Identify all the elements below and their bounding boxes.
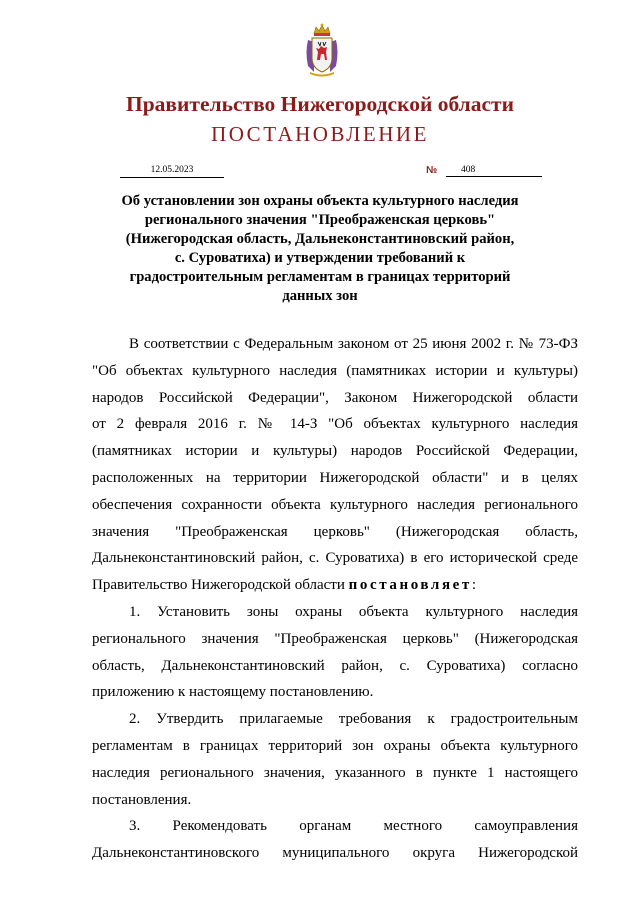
body-line: 2. Утвердить прилагаемые требования к градостроительным [129, 711, 578, 728]
body-line: регламентам в границах территорий зон охраны объекта культурного [92, 737, 578, 754]
title-line: с. Суроватиха) и утверждении требований к [174, 250, 466, 266]
body-line: народов Российской Федерации", Законом Нижегородской области [92, 389, 578, 406]
decree-prefix: Правительство Нижегородской области [92, 577, 349, 594]
body-line: Дальнеконстантиновского муниципального округа Нижегородской [92, 845, 578, 862]
document-type: ПОСТАНОВЛЕНИЕ [211, 122, 429, 146]
body-line: регионального значения "Преображенская церковь" (Нижегородская [92, 630, 578, 647]
coat-of-arms-emblem [302, 22, 342, 78]
document-date: 12.05.2023 [120, 163, 224, 178]
body-line: постановления. [92, 791, 192, 808]
body-line: 1. Установить зоны охраны объекта культурного наследия [129, 603, 578, 620]
body-line: В соответствии с Федеральным законом от 25 июня 2002 г. № 73-ФЗ [129, 336, 578, 352]
title-line: данных зон [282, 288, 358, 304]
body-line: (памятниках истории и культуры) народов Российской Федерации, [92, 443, 578, 460]
body-line-decree [92, 572, 578, 599]
title-line: (Нижегородская область, Дальнеконстантиновский район, [125, 231, 515, 247]
title-line: Об установлении зон охраны объекта культурного наследия [121, 193, 519, 209]
body-line: расположенных на территории Нижегородской области" и в целях [92, 469, 578, 486]
body-line: от 2 февраля 2016 г. № 14-З "Об объектах культурного наследия [92, 416, 578, 433]
organization-name: Правительство Нижегородской области [126, 92, 514, 116]
body-line: Дальнеконстантиновский район, с. Суроватиха) в его исторической среде [92, 550, 578, 567]
document-number: 408 [461, 165, 476, 175]
body-line: "Об объектах культурного наследия (памятниках истории и культуры) [92, 362, 578, 379]
body-line: значения "Преображенская церковь" (Нижегородская область, [92, 523, 578, 540]
document-number-field [446, 163, 542, 177]
body-line: обеспечения сохранности объекта культурного наследия регионального [92, 496, 578, 513]
number-sign: № [426, 165, 438, 176]
body-line: 3. Рекомендовать органам местного самоуправления [129, 818, 578, 835]
decree-verb: постановляет [348, 577, 472, 594]
body-line: наследия регионального значения, указанного в пункте 1 настоящего [92, 764, 578, 781]
title-line: регионального значения "Преображенская церковь" [144, 212, 496, 228]
document-title [110, 192, 530, 306]
decree-suffix: : [471, 577, 477, 594]
body-line: область, Дальнеконстантиновский район, с. Суроватиха) согласно [92, 657, 578, 674]
title-line: градостроительным регламентам в границах территорий [129, 269, 511, 285]
body-line: приложению к настоящему постановлению. [92, 684, 374, 701]
document-body [92, 331, 578, 867]
